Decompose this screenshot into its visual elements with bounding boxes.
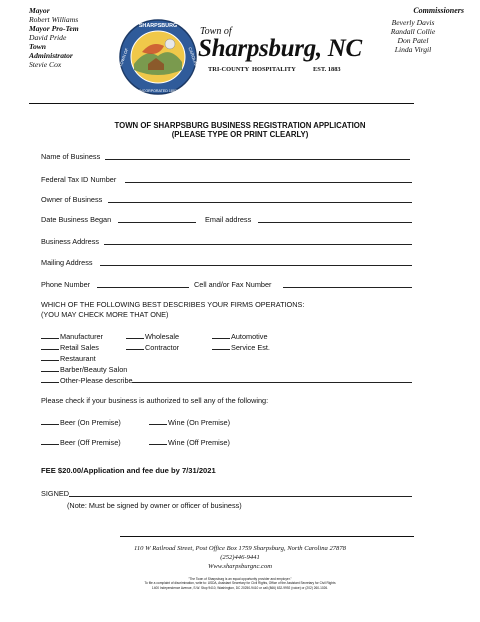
signed-label: SIGNED <box>41 489 69 498</box>
administrator-name: Stevie Cox <box>29 60 62 69</box>
commissioner-name: Linda Virgil <box>394 45 432 54</box>
phone-label: Phone Number <box>41 280 91 289</box>
op-service-label: Service Est. <box>231 343 270 352</box>
checkbox-blank[interactable] <box>212 331 230 339</box>
mailing-address-field[interactable] <box>100 265 412 266</box>
tax-id-label: Federal Tax ID Number <box>41 175 117 184</box>
checkbox-blank[interactable] <box>126 331 144 339</box>
email-field[interactable] <box>258 222 412 223</box>
town-seal-icon <box>118 18 198 96</box>
commissioner-name: Randall Collie <box>390 27 436 36</box>
mailing-address-label: Mailing Address <box>41 258 93 267</box>
form-title: TOWN OF SHARPSBURG BUSINESS REGISTRATION APPLICATION <box>114 121 366 130</box>
date-began-label: Date Business Began <box>41 215 112 224</box>
seal-text-right: CAROLINA <box>187 46 200 69</box>
owner-field[interactable] <box>108 202 412 203</box>
op-restaurant-label: Restaurant <box>60 354 96 363</box>
op-contractor[interactable] <box>126 342 179 352</box>
seal-text-top: SHARPSBURG <box>138 23 178 29</box>
op-barber-label: Barber/Beauty Salon <box>60 365 128 374</box>
logo-tagline-mid: HOSPITALITY <box>252 66 296 73</box>
op-other[interactable] <box>41 375 133 385</box>
checkbox-blank[interactable] <box>41 417 59 425</box>
footer-phone: (252)446-9441 <box>220 554 260 561</box>
op-wholesale-label: Wholesale <box>145 332 180 341</box>
beer-off-premise[interactable] <box>41 437 121 447</box>
op-manufacturer-label: Manufacturer <box>60 332 103 341</box>
logo-tagline-right: EST. 1883 <box>313 66 341 73</box>
seal-text-left: TOWN OF <box>117 47 130 68</box>
header-divider <box>29 103 414 104</box>
mayor-title: Mayor <box>29 6 50 15</box>
town-title: Town <box>29 42 47 51</box>
business-name-field[interactable] <box>105 159 410 160</box>
other-describe-field[interactable] <box>132 382 412 383</box>
op-contractor-label: Contractor <box>145 343 180 352</box>
wine-off-label: Wine (Off Premise) <box>168 438 230 447</box>
checkbox-blank[interactable] <box>41 342 59 350</box>
sell-question: Please check if your business is authorized to sell any of the following: <box>41 396 269 405</box>
operations-hint: (YOU MAY CHECK MORE THAT ONE) <box>41 310 169 319</box>
email-label: Email address <box>205 215 252 224</box>
logo-tagline-left: TRI-COUNTY <box>208 66 250 73</box>
footer-website[interactable]: Www.sharpsburgnc.com <box>207 563 273 570</box>
logo-town-of: Town of <box>200 26 232 37</box>
commissioner-name: Beverly Davis <box>391 18 435 27</box>
commissioners-title: Commissioners <box>413 6 464 15</box>
officials-left <box>29 6 79 69</box>
checkbox-blank[interactable] <box>149 417 167 425</box>
signed-note: (Note: Must be signed by owner or officer of business) <box>67 501 242 510</box>
signature-field[interactable] <box>69 496 412 497</box>
seal-text-bottom: INCORPORATED 1883 <box>139 89 177 93</box>
tax-id-field[interactable] <box>125 182 412 183</box>
commissioners <box>374 6 464 54</box>
logo-name: Sharpsburg, NC <box>198 35 362 62</box>
checkbox-blank[interactable] <box>41 331 59 339</box>
op-retail-label: Retail Sales <box>60 343 99 352</box>
wine-on-premise[interactable] <box>149 417 230 427</box>
fineprint-line: 1400 Independence Avenue, S.W. Stop 9410, Washington, DC 20250-9410 or call (866) 632-9992 (voice) or (202) 260-1026. <box>151 585 329 590</box>
footer-address: 110 W Railroad Street, Post Office Box 1759 Sharpsburg, North Carolina 27878 <box>134 545 346 552</box>
footer-fineprint <box>0 577 480 590</box>
cell-fax-label: Cell and/or Fax Number <box>194 280 272 289</box>
fineprint-line: "The Town of Sharpsburg is an equal opportunity provider and employer." <box>188 577 292 581</box>
op-restaurant[interactable] <box>41 353 96 363</box>
fee-notice: FEE $20.00/Application and fee due by 7/31/2021 <box>41 466 216 475</box>
operations-question: WHICH OF THE FOLLOWING BEST DESCRIBES YOUR FIRMS OPERATIONS: <box>41 300 305 309</box>
checkbox-blank[interactable] <box>149 437 167 445</box>
op-automotive-label: Automotive <box>231 332 268 341</box>
checkbox-blank[interactable] <box>126 342 144 350</box>
checkbox-blank[interactable] <box>212 342 230 350</box>
beer-off-label: Beer (Off Premise) <box>60 438 121 447</box>
mayor-pro-tem-title: Mayor Pro-Tem <box>29 24 79 33</box>
checkbox-blank[interactable] <box>41 364 59 372</box>
beer-on-premise[interactable] <box>41 417 121 427</box>
op-manufacturer[interactable] <box>41 331 103 341</box>
op-retail[interactable] <box>41 342 99 352</box>
owner-label: Owner of Business <box>41 195 103 204</box>
checkbox-blank[interactable] <box>41 375 59 383</box>
op-automotive[interactable] <box>212 331 268 341</box>
business-address-field[interactable] <box>104 244 412 245</box>
mayor-name: Robert Williams <box>29 15 79 24</box>
op-wholesale[interactable] <box>126 331 179 341</box>
beer-on-label: Beer (On Premise) <box>60 418 121 427</box>
commissioner-name: Don Patel <box>397 36 429 45</box>
op-service[interactable] <box>212 342 270 352</box>
business-address-label: Business Address <box>41 237 100 246</box>
date-began-field[interactable] <box>118 222 196 223</box>
wine-off-premise[interactable] <box>149 437 230 447</box>
checkbox-blank[interactable] <box>41 437 59 445</box>
footer-divider <box>120 536 414 537</box>
form-subtitle: (PLEASE TYPE OR PRINT CLEARLY) <box>171 130 309 139</box>
op-other-label: Other-Please describe <box>60 376 133 385</box>
op-barber[interactable] <box>41 364 127 374</box>
business-name-label: Name of Business <box>41 152 101 161</box>
checkbox-blank[interactable] <box>41 353 59 361</box>
phone-field[interactable] <box>97 287 189 288</box>
fineprint-line: To file a complaint of discrimination, write to: USDA, Assistant Secretary for Civil Rights, Office of the Assistant Secretary for Civil Rights <box>144 581 336 586</box>
cell-fax-field[interactable] <box>283 287 412 288</box>
administrator-title: Administrator <box>29 51 73 60</box>
wine-on-label: Wine (On Premise) <box>168 418 231 427</box>
mayor-pro-tem-name: David Pride <box>29 33 67 42</box>
